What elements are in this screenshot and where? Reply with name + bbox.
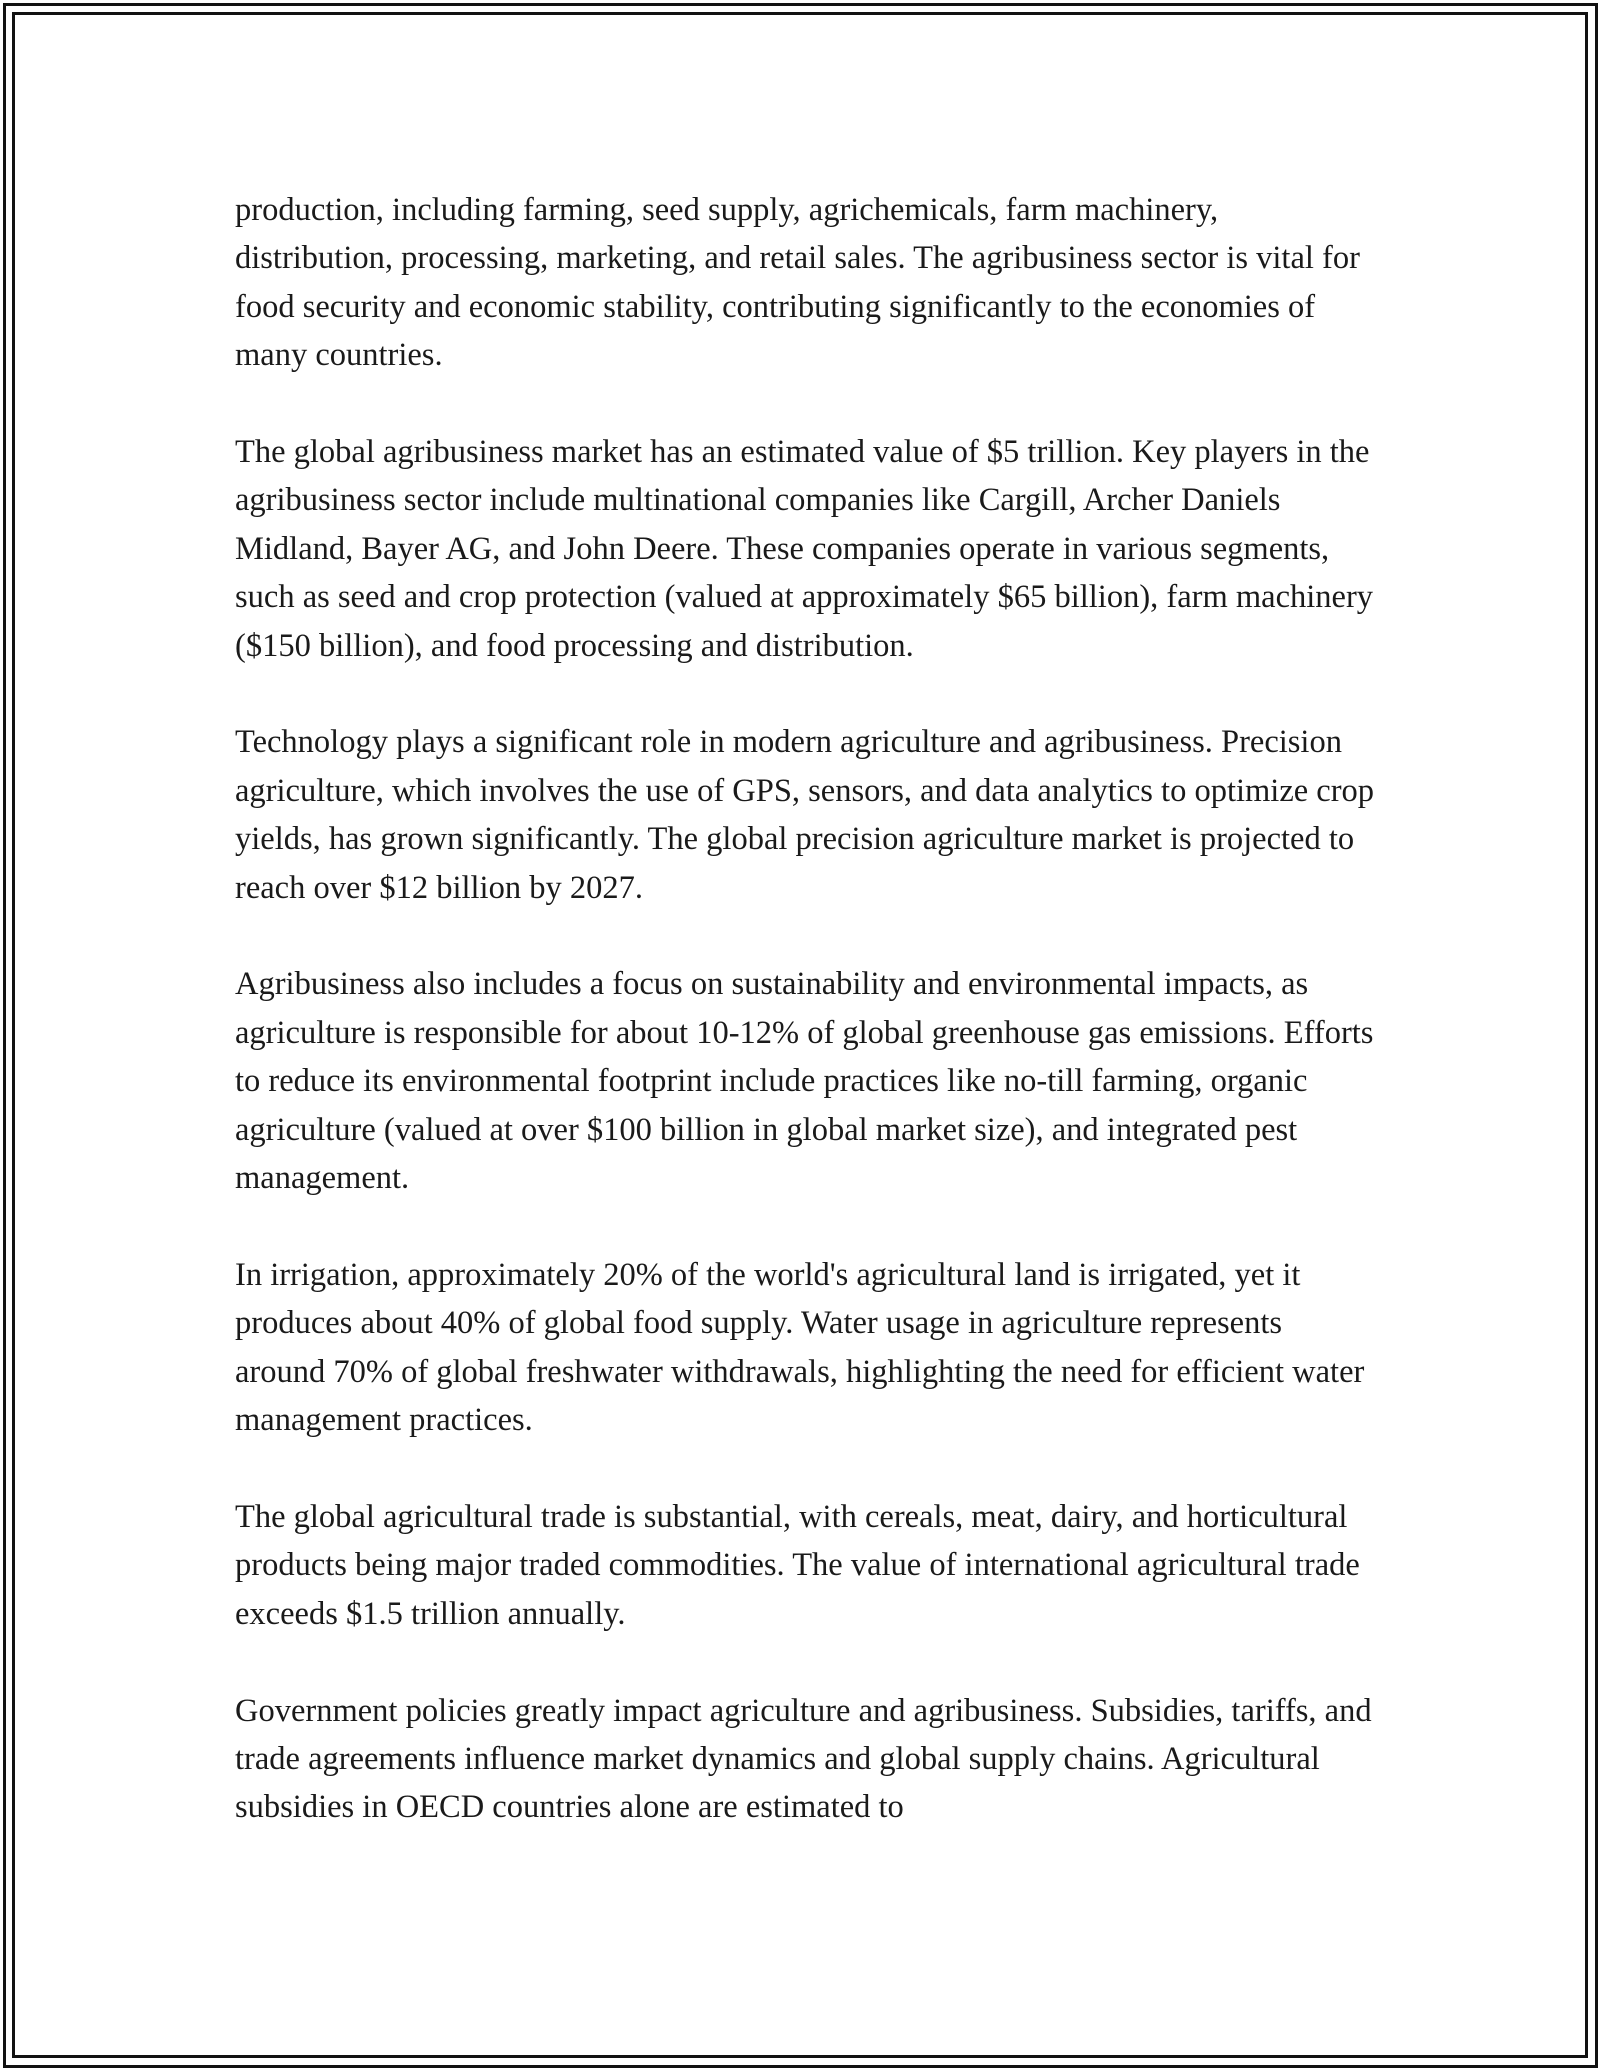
paragraph-intro-continuation: production, including farming, seed supply, agrichemicals, farm machinery, distribution, processing, marketing, and retail sales. The agribusiness sector is vital for food security and economic stability, contributing significantly to the economies of many countries.	[235, 192, 1360, 374]
paragraph-sustainability: Agribusiness also includes a focus on sustainability and environmental impacts, as agriculture is responsible for about 10-12% of global greenhouse gas emissions. Efforts to reduce its environmental footprint include practices like no-till farming, organic agriculture (valued at over $100 billion in global market size), and integrated pest management.	[235, 966, 1374, 1197]
paragraph-market-value: The global agribusiness market has an estimated value of $5 trillion. Key players in the agribusiness sector include multinational companies like Cargill, Archer Daniels Midland, Bayer AG, and John Deere. These companies operate in various segments, such as seed and crop protection (valued at approximately $65 billion), farm machinery ($150 billion), and food processing and distribution.	[235, 434, 1374, 664]
document-body	[235, 186, 1375, 1832]
paragraph-government-policies: Government policies greatly impact agriculture and agribusiness. Subsidies, tariffs, and trade agreements influence market dynamics and global supply chains. Agricultural subsidies in OECD countries alone are estimated to	[235, 1692, 1372, 1826]
paragraph-technology: Technology plays a significant role in modern agriculture and agribusiness. Precision agriculture, which involves the use of GPS, sensors, and data analytics to optimize crop yields, has grown significantly. The global precision agriculture market is projected to reach over $12 billion by 2027.	[235, 724, 1375, 906]
paragraph-irrigation: In irrigation, approximately 20% of the world's agricultural land is irrigated, yet it produces about 40% of global food supply. Water usage in agriculture represents around 70% of global freshwater withdrawals, highlighting the need for efficient water management practices.	[235, 1256, 1365, 1439]
paragraph-trade: The global agricultural trade is substantial, with cereals, meat, dairy, and horticultural products being major traded commodities. The value of international agricultural trade exceeds $1.5 trillion annually.	[235, 1498, 1360, 1632]
